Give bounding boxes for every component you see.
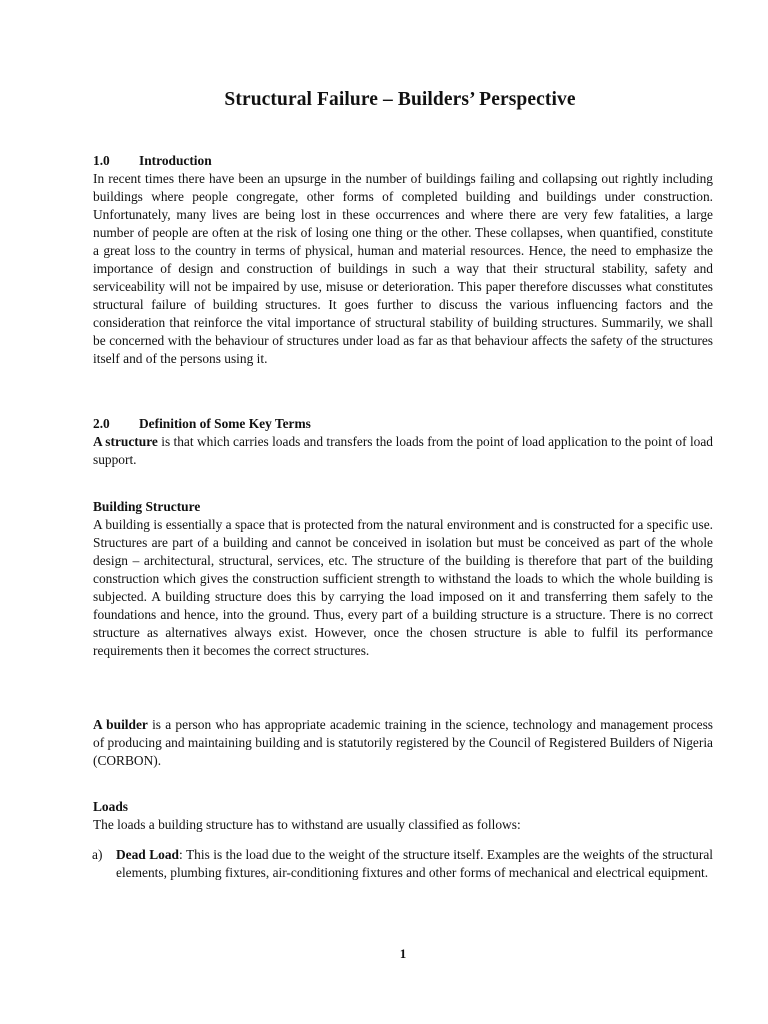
definitions-heading — [93, 415, 713, 433]
introduction-section — [93, 152, 713, 368]
structure-definition — [93, 433, 713, 469]
document-title: Structural Failure – Builders’ Perspective — [224, 89, 576, 110]
builder-term: A builder — [93, 717, 148, 732]
introduction-heading — [93, 152, 713, 170]
introduction-heading-text: Introduction — [139, 153, 212, 168]
structure-term: A structure — [93, 434, 158, 449]
builder-definition-text: is a person who has appropriate academic training in the science, technology and management process of producing and maintaining building and is statutorily registered by the Council of Registered Builders of Nigeria (CORBON). — [93, 717, 713, 768]
building-structure-section — [93, 498, 713, 660]
list-marker: a) — [92, 847, 103, 862]
loads-section — [93, 798, 713, 834]
building-structure-heading: Building Structure — [93, 499, 201, 514]
definitions-number: 2.0 — [93, 416, 110, 431]
loads-heading: Loads — [93, 799, 128, 814]
loads-intro: The loads a building structure has to withstand are usually classified as follows: — [93, 817, 521, 832]
introduction-number: 1.0 — [93, 153, 110, 168]
page-number: 1 — [399, 946, 407, 961]
structure-definition-text: is that which carries loads and transfers the loads from the point of load application to the point of load support. — [93, 434, 713, 467]
dead-load-text: : This is the load due to the weight of the structure itself. Examples are the weights of the structural elements, plumbing fixtures, air-conditioning fixtures and other forms of mechanical and electrical equipment. — [116, 847, 713, 880]
definitions-section — [93, 415, 713, 469]
dead-load-term: Dead Load — [116, 847, 180, 862]
builder-section — [93, 716, 713, 770]
building-structure-paragraph: A building is essentially a space that is protected from the natural environment and is constructed for a specific use. Structures are part of a building and cannot be conceived in isolation but must be conceived as part of the whole design – architectural, structural, services, etc. The structure of the building is therefore that part of the building construction which gives the construction sufficient strength to withstand the loads to which the whole building is subjected. A building structure does this by carrying the load imposed on it and transferring them safely to the foundations and hence, into the ground. Thus, every part of a building structure is a structure. There is no correct structure as alternatives always exist. However, once the chosen structure is able to fulfil its performance requirements then it becomes the correct structures. — [93, 517, 713, 658]
introduction-paragraph: In recent times there have been an upsurge in the number of buildings failing and collapsing out rightly including buildings where people congregate, other forms of completed building and buildings under construction. Unfortunately, many lives are being lost in these occurrences and where there are very few fatalities, a large number of people are often at the risk of losing one thing or the other. These collapses, when quantified, constitute a great loss to the country in terms of physical, human and material resources. Hence, the need to emphasize the importance of design and construction of buildings in such a way that their structural stability, safety and serviceability will not be impaired by use, misuse or deterioration. This paper therefore discusses what constitutes structural failure of building structures. It goes further to discuss the various influencing factors and the consideration that reinforce the vital importance of structural stability of building structures. Summarily, we shall be concerned with the behaviour of structures under load as far as that behaviour affects the safety of the structures itself and of the persons using it. — [93, 171, 713, 366]
builder-definition — [93, 716, 713, 770]
definitions-heading-text: Definition of Some Key Terms — [139, 416, 311, 431]
list-item — [92, 846, 713, 882]
